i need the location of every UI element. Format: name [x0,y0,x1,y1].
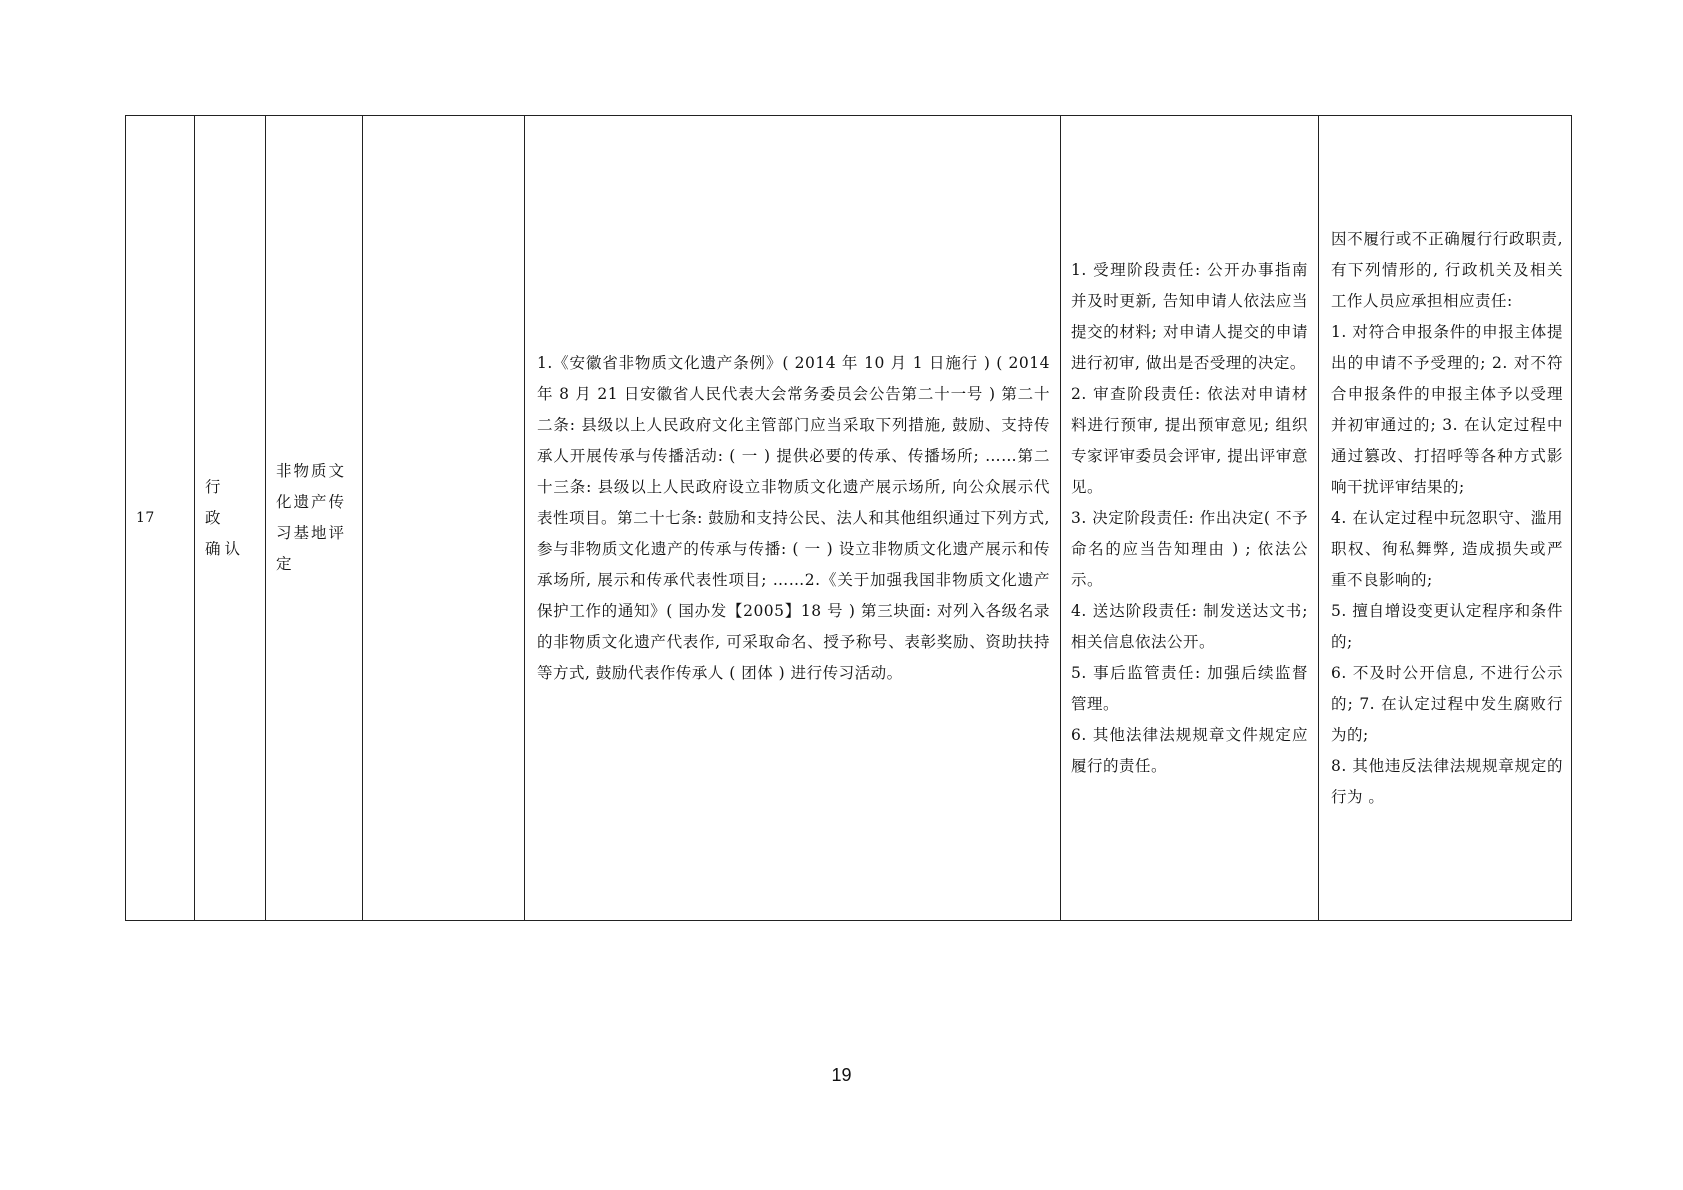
duty-item: 3. 决定阶段责任: 作出决定( 不予命名的应当告知理由 ) ; 依法公示。 [1071,508,1308,589]
duty-item: 6. 其他法律法规规章文件规定应履行的责任。 [1071,725,1308,775]
duties-cell [1061,116,1319,921]
accountability-item: 6. 不及时公开信息, 不进行公示的; 7. 在认定过程中发生腐败行为的; [1331,663,1563,744]
responsibility-table [125,115,1572,921]
item-name-cell [266,116,363,921]
row-number-cell [126,116,195,921]
accountability-item: 因不履行或不正确履行行政职责, 有下列情形的, 行政机关及相关工作人员应承担相应责任: [1331,229,1563,310]
legal-basis: 1.《安徽省非物质文化遗产条例》( 2014 年 10 月 1 日施行 ) ( 2014 年 8 月 21 日安徽省人民代表大会常务委员会公告第二十一号 ) 第二十二条: 县级以上人民政府文化主管部门应当采取下列措施, 鼓励、支持传承人开展传承与传播活动: ( 一 ) 提供必要的传承、传播场所; ……第二十三条: 县级以上人民政府设立非物质文化遗产展示场所, 向公众展示代表性项目。第二十七条: 鼓励和支持公民、法人和其他组织通过下列方式, 参与非物质文化遗产的传承与传播: ( 一 ) 设立非物质文化遗产展示和传承场所, 展示和传承代表性项目; ……2.《关于加强我国非物质文化遗产保护工作的通知》( 国办发【2005】18 号 ) 第三块面: 对列入各级名录的非物质文化遗产代表作, 可采取命名、授予称号、表彰奖励、资助扶持等方式, 鼓励代表作传承人 ( 团体 ) 进行传习活动。 [537,353,1050,682]
duty-item: 2. 审查阶段责任: 依法对申请材料进行预审, 提出预审意见; 组织专家评审委员会评审, 提出评审意见。 [1071,384,1308,496]
power-type-line1: 行 政 [205,477,235,527]
accountability-cell [1319,116,1572,921]
sub-item-cell [363,116,525,921]
duty-item: 1. 受理阶段责任: 公开办事指南并及时更新, 告知申请人依法应当提交的材料; 对申请人提交的申请进行初审, 做出是否受理的决定。 [1071,260,1308,372]
item-name: 非物质文化遗产传习基地评定 [276,462,347,573]
page-number: 19 [831,1065,852,1085]
row-number: 17 [136,509,155,526]
table-row [126,116,1572,921]
duty-item: 5. 事后监管责任: 加强后续监督管理。 [1071,663,1308,713]
power-type-line2: 确认 [205,539,245,558]
power-type-cell [195,116,266,921]
legal-basis-cell [525,116,1061,921]
accountability-item: 1. 对符合申报条件的申报主体提出的申请不予受理的; 2. 对不符合申报条件的申报主体予以受理并初审通过的; 3. 在认定过程中通过篡改、打招呼等各种方式影响干扰评审结果的; [1331,322,1563,496]
duty-item: 4. 送达阶段责任: 制发送达文书; 相关信息依法公开。 [1071,601,1308,651]
accountability-item: 8. 其他违反法律法规规章规定的行为 。 [1331,756,1563,806]
accountability-item: 5. 擅自增设变更认定程序和条件的; [1331,601,1563,651]
accountability-item: 4. 在认定过程中玩忽职守、滥用职权、徇私舞弊, 造成损失或严重不良影响的; [1331,508,1563,589]
